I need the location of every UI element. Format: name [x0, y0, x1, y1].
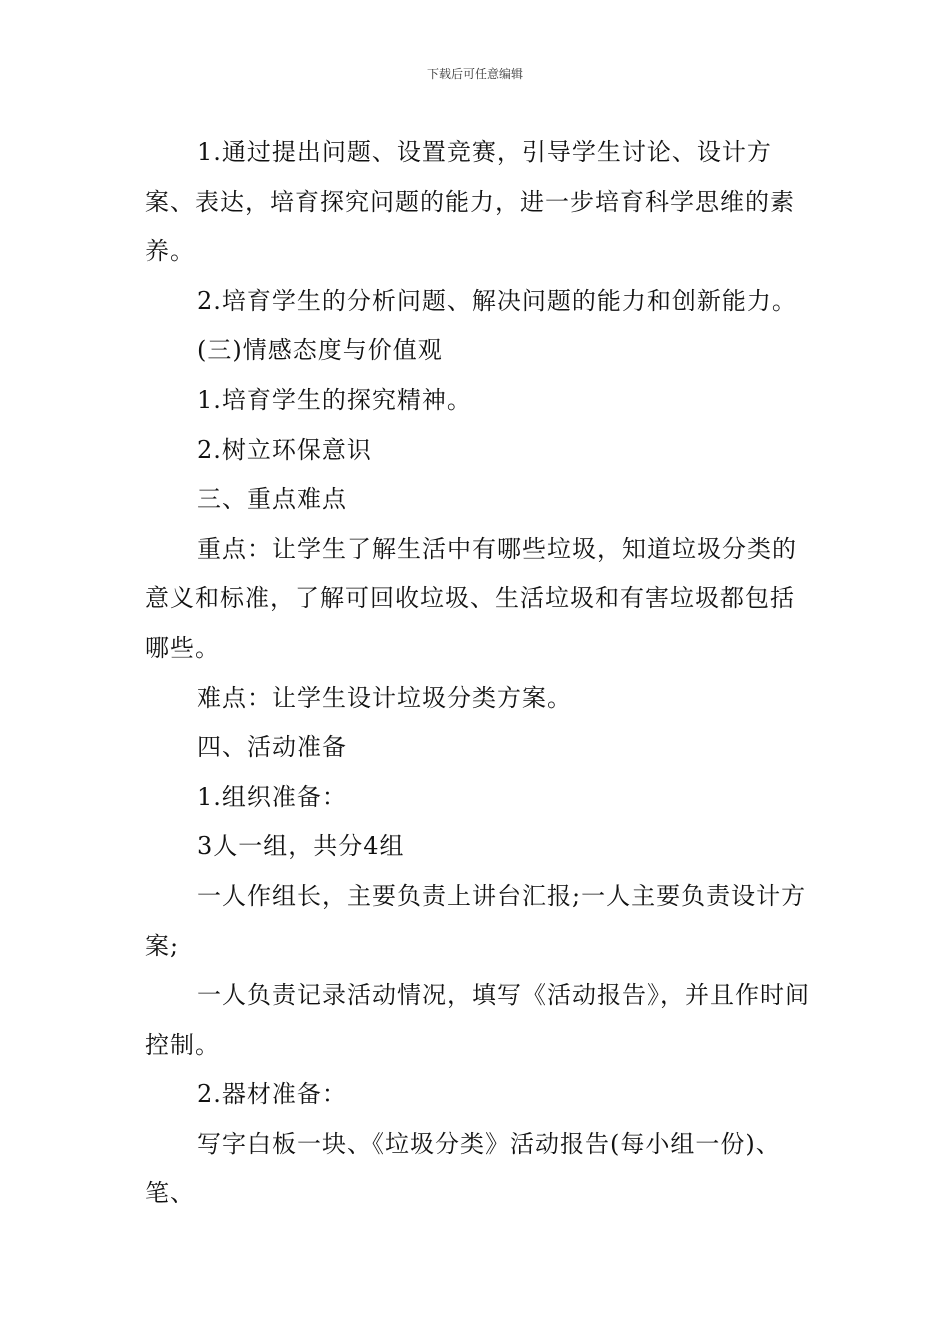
paragraph: 重点：让学生了解生活中有哪些垃圾，知道垃圾分类的意义和标准，了解可回收垃圾、生活垃圾和有害垃圾都包括哪些。 — [145, 534, 797, 662]
section-heading: 三、重点难点 — [197, 485, 347, 514]
paragraph: 一人负责记录活动情况，填写《活动报告》，并且作时间控制。 — [145, 981, 810, 1059]
paragraph: 2.培育学生的分析问题、解决问题的能力和创新能力。 — [197, 286, 797, 315]
paragraph: 2.器材准备： — [197, 1080, 347, 1109]
paragraph: 3人一组，共分4组 — [197, 832, 405, 861]
document-body — [145, 128, 810, 1219]
paragraph: 1.组织准备： — [197, 782, 347, 811]
page-header-note: 下载后可任意编辑 — [426, 67, 523, 81]
paragraph: 1.培育学生的探究精神。 — [197, 385, 472, 414]
paragraph: 2.树立环保意识 — [197, 435, 372, 464]
paragraph: 一人作组长，主要负责上讲台汇报;一人主要负责设计方案; — [145, 881, 807, 960]
paragraph: 难点：让学生设计垃圾分类方案。 — [197, 683, 572, 712]
section-heading: (三)情感态度与价值观 — [197, 336, 443, 365]
section-heading: 四、活动准备 — [197, 733, 347, 762]
paragraph: 1.通过提出问题、设置竞赛，引导学生讨论、设计方案、表达，培育探究问题的能力，进一步培育科学思维的素养。 — [145, 138, 795, 266]
paragraph: 写字白板一块、《垃圾分类》活动报告(每小组一份)、笔、 — [145, 1129, 781, 1208]
